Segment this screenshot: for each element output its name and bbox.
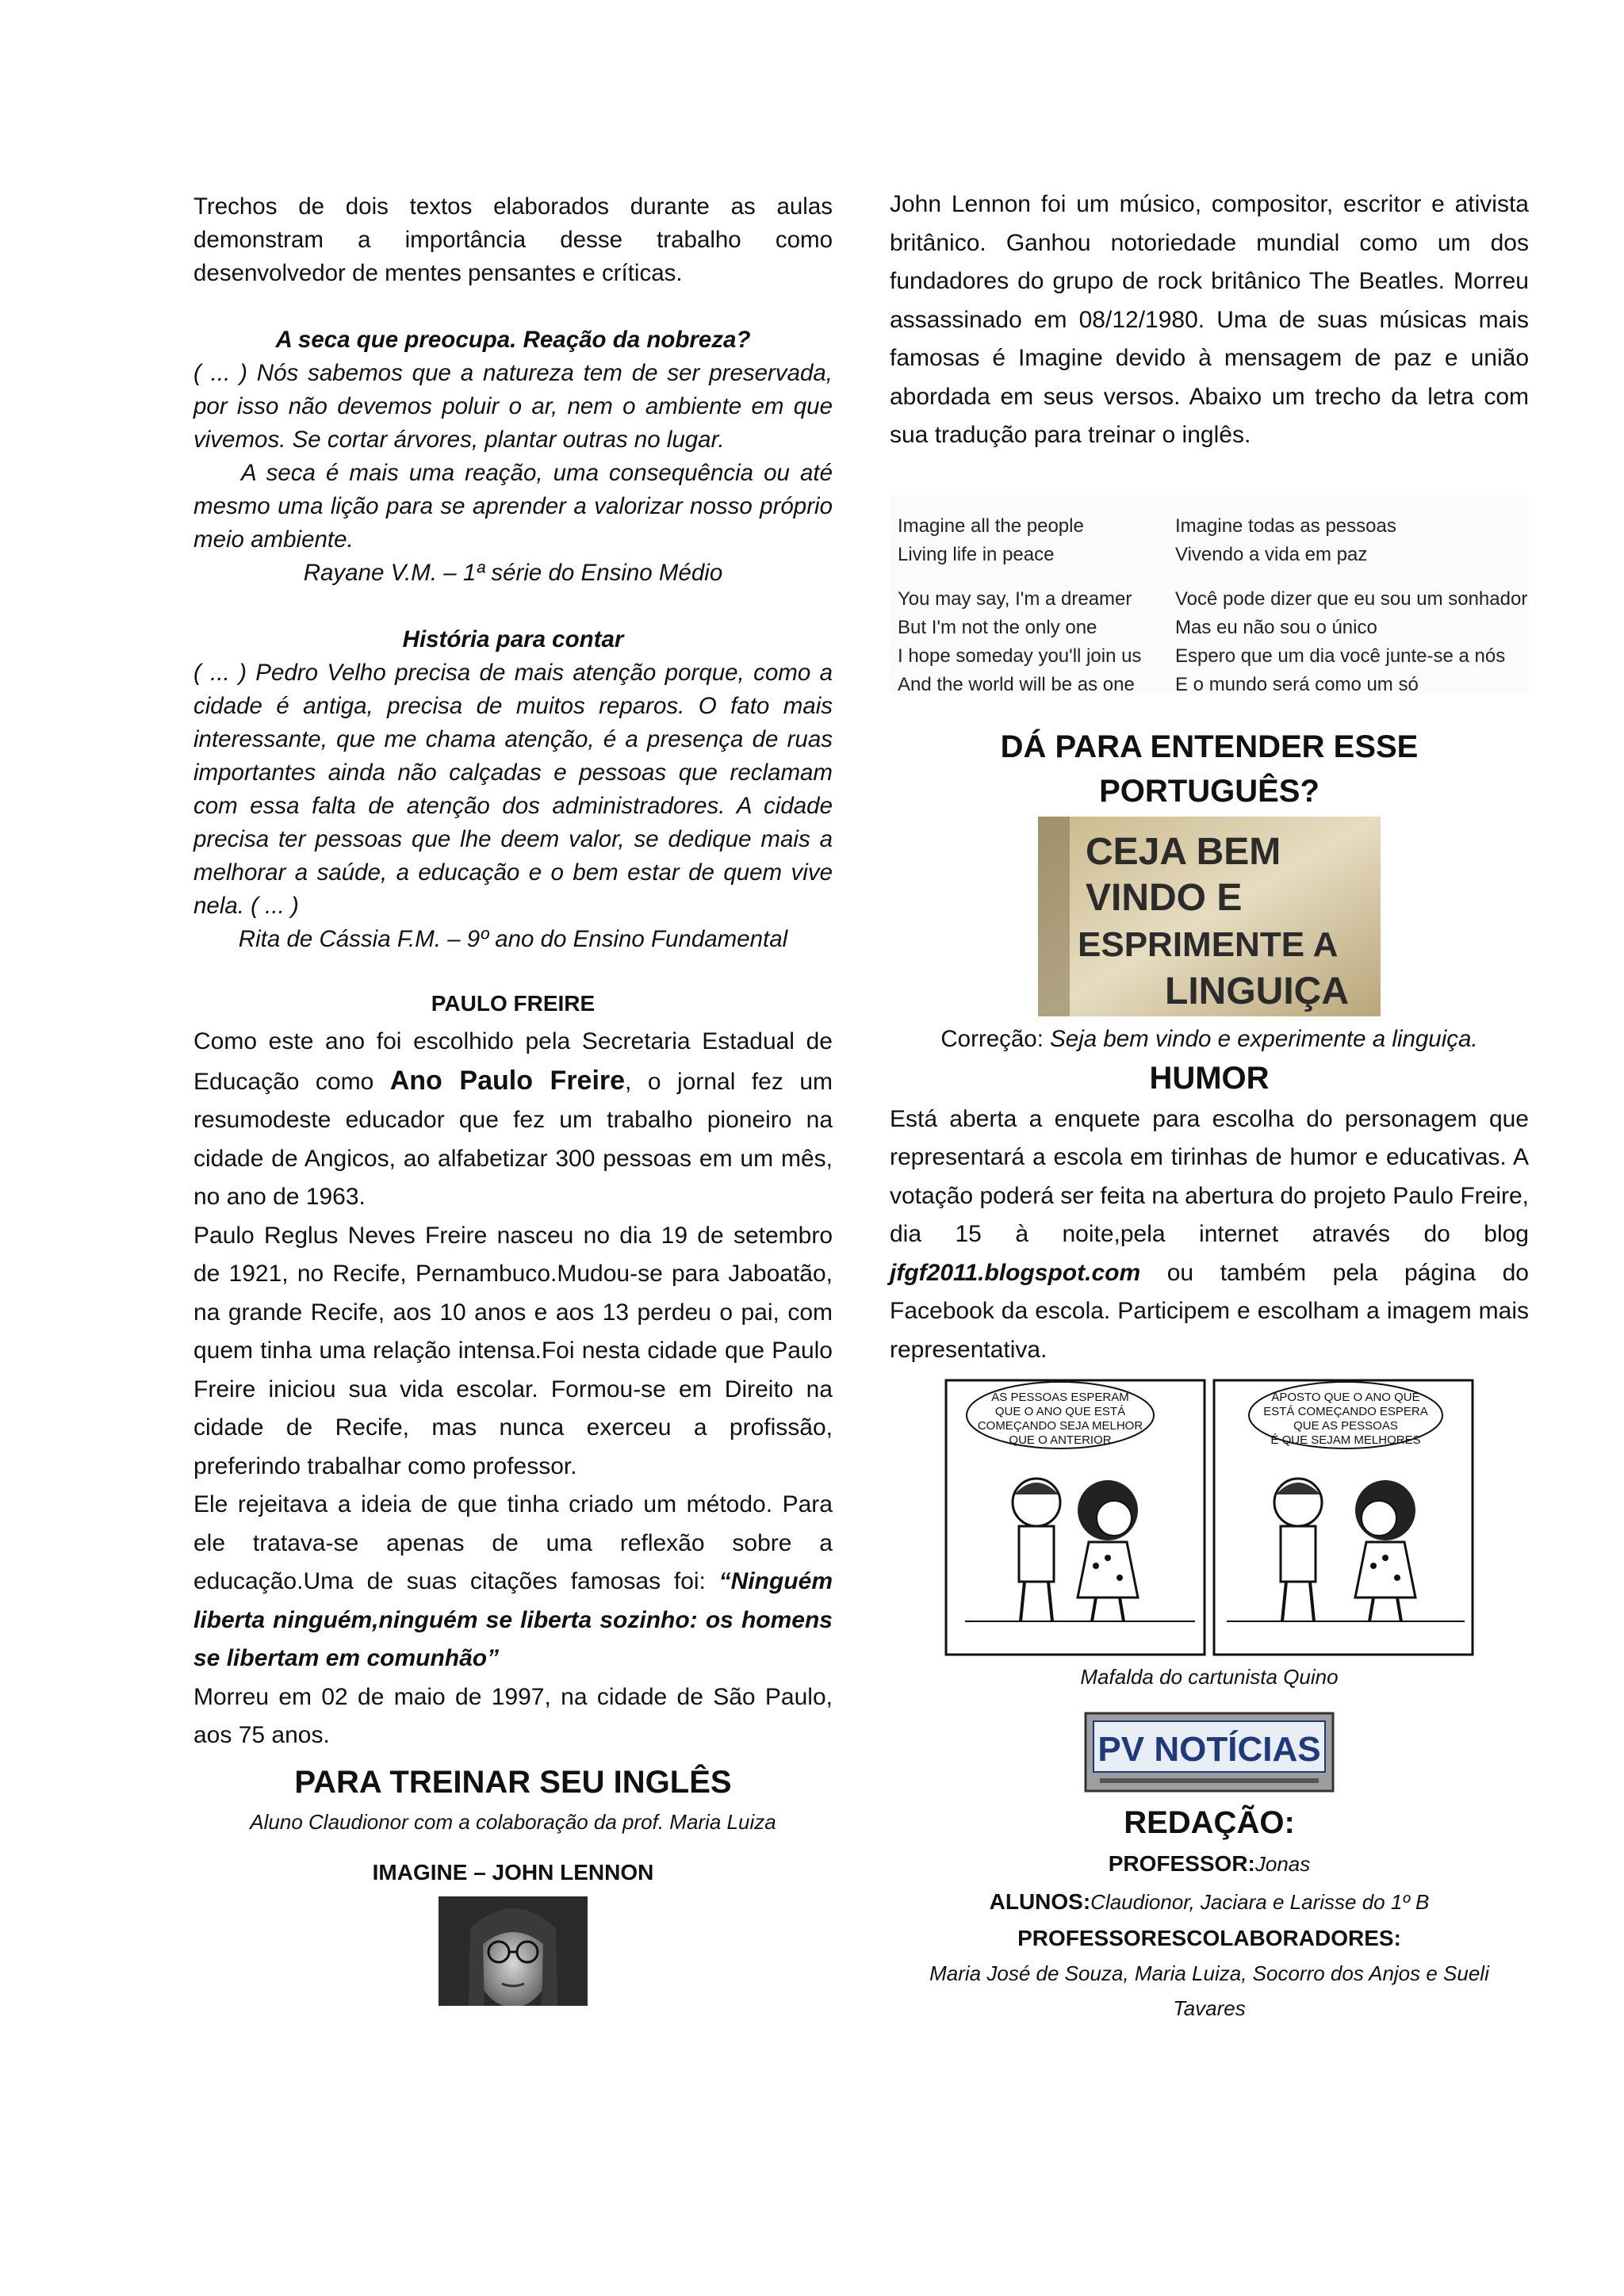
staff-heading: REDAÇÃO:	[1124, 1805, 1295, 1840]
lyric-en-line: But I'm not the only one	[898, 616, 1097, 638]
freire-paragraph3	[193, 1486, 833, 1678]
lyric-en-line: Living life in peace	[898, 543, 1055, 565]
text2-title: História para contar	[402, 626, 624, 652]
freire-paragraph4: Morreu em 02 de maio de 1997, na cidade de São Paulo, aos 75 anos.	[193, 1683, 833, 1748]
freire-p1-text: Como este ano foi escolhido pela Secretaria Estadual de Educação como	[193, 1028, 833, 1095]
freire-paragraph2: Paulo Reglus Neves Freire nasceu no dia 19 de setembro de 1921, no Recife, Pernambuco.Mudou-se para Jaboatão, na grande Recife, aos 10 anos e aos 13 perdeu o pai, com quem tinha uma relação intensa.Foi nesta cidade que Paulo Freire iniciou sua vida escolar. Formou-se em Direito na cidade de Recife, mas nunca exerceu a profissão, preferindo trabalhar como professor.	[193, 1222, 833, 1479]
speech-line: QUE AS PESSOAS	[1293, 1419, 1398, 1433]
collaborators-names: Maria José de Souza, Maria Luiza, Socorro dos Anjos e Sueli Tavares	[929, 1961, 1489, 2020]
lyric-pt-line: E o mundo será como um só	[1175, 673, 1419, 695]
lyric-pt-line: Você pode dizer que eu sou um sonhador	[1175, 587, 1528, 610]
sign-text-line: ESPRIMENTE A	[1078, 924, 1339, 964]
lyric-en-line: And the world will be as one	[898, 673, 1135, 695]
freire-p1-bold: Ano Paulo Freire	[389, 1065, 626, 1096]
humor-text: Está aberta a enquete para escolha do personagem que representará a escola em tirinhas de humor e educativas. A votação poderá ser feita na abertura do projeto Paulo Freire, dia 15 à noite,pela internet através do blog	[890, 1105, 1529, 1247]
sign-text-line: CEJA BEM	[1086, 830, 1281, 873]
correction-line	[890, 1023, 1529, 1056]
lyric-pt-line: Mas eu não sou o único	[1175, 616, 1377, 638]
speech-line: QUE O ANO QUE ESTÁ	[994, 1405, 1126, 1418]
portuguese-heading: DÁ PARA ENTENDER ESSE PORTUGUÊS?	[1000, 729, 1419, 809]
mafalda-comic	[941, 1376, 1477, 1659]
comic-caption: Mafalda do cartunista Quino	[1080, 1665, 1339, 1689]
intro-paragraph: Trechos de dois textos elaborados durante as aulas demonstram a importância desse trabalho como desenvolvedor de mentes pensantes e críticas.	[193, 193, 833, 286]
freire-p3-text: Ele rejeitava a ideia de que tinha criado um método. Para ele tratava-se apenas de uma reflexão sobre a educação.Uma de suas citações famosas foi:	[193, 1491, 833, 1594]
pv-noticias-logo	[1084, 1712, 1335, 1793]
speech-line: ESTÁ COMEÇANDO ESPERA	[1263, 1405, 1428, 1418]
lyric-pt-line: Imagine todas as pessoas	[1175, 515, 1396, 537]
text1-paragraph2: A seca é mais uma reação, uma consequência ou até mesmo uma lição para se aprender a valorizar nosso próprio meio ambiente.	[193, 460, 833, 553]
english-heading: PARA TREINAR SEU INGLÊS	[294, 1764, 732, 1800]
lyrics-english	[898, 512, 1167, 699]
speech-line: É QUE SEJAM MELHORES	[1270, 1433, 1421, 1447]
speech-line: QUE O ANTERIOR	[1009, 1433, 1112, 1447]
freire-heading: PAULO FREIRE	[431, 991, 596, 1016]
correction-text: Seja bem vindo e experimente a linguiça.	[1050, 1025, 1478, 1052]
lyric-pt-line: Vivendo a vida em paz	[1175, 543, 1368, 565]
professor-name: Jonas	[1254, 1852, 1311, 1876]
song-title: IMAGINE – JOHN LENNON	[372, 1859, 654, 1885]
students-line	[890, 1883, 1529, 1921]
logo-text: PV NOTÍCIAS	[1097, 1730, 1321, 1769]
speech-line: COMEÇANDO SEJA MELHOR	[977, 1419, 1143, 1433]
text2-body: ( ... ) Pedro Velho precisa de mais atenção porque, como a cidade é antiga, precisa de muitos reparos. O fato mais interessante, que me chama atenção, é a presença de ruas importantes ainda não calçadas e pessoas que reclamam com essa falta de atenção dos administradores. A cidade precisa ter pessoas que lhe deem valor, se dedique mais a melhorar a saúde, a educação e o bem estar de quem vive nela. ( ... )	[193, 660, 833, 919]
humor-paragraph	[890, 1100, 1529, 1370]
professor-label: PROFESSOR:	[1108, 1851, 1255, 1876]
english-credit: Aluno Claudionor com a colaboração da prof. Maria Luiza	[250, 1809, 776, 1834]
freire-p1-text-after: , o jornal fez um resumodeste educador que fez um trabalho pioneiro na cidade de Angicos, ao alfabetizar 300 pessoas em um mês, no ano de 1963.	[193, 1068, 833, 1210]
professor-line	[890, 1845, 1529, 1883]
correction-label: Correção:	[940, 1025, 1051, 1052]
speech-line: AS PESSOAS ESPERAM	[991, 1391, 1129, 1404]
left-column	[193, 190, 833, 2006]
blog-link[interactable]: jfgf2011.blogspot.com	[890, 1259, 1141, 1286]
collaborators-label: PROFESSORESCOLABORADORES:	[1017, 1926, 1401, 1950]
right-column	[890, 190, 1529, 2026]
text1-paragraph1: ( ... ) Nós sabemos que a natureza tem de ser preservada, por isso não devemos poluir o ar, nem o ambiente em que vivemos. Se cortar árvores, plantar outras no lugar.	[193, 360, 833, 453]
freire-quote: “Ninguém liberta ninguém,ninguém se liberta sozinho: os homens se libertam em comunhão”	[193, 1568, 833, 1671]
text1-author: Rayane V.M. – 1ª série do Ensino Médio	[303, 560, 723, 586]
humor-heading: HUMOR	[1149, 1060, 1270, 1096]
freire-paragraph1	[193, 1023, 833, 1217]
lyric-en-line: Imagine all the people	[898, 515, 1084, 537]
lyrics-portuguese	[1175, 512, 1529, 699]
lyrics-image	[890, 495, 1529, 695]
humor-text-after: ou também pela página do Facebook da escola. Participem e escolham a imagem mais representativa.	[890, 1259, 1529, 1363]
text2-author: Rita de Cássia F.M. – 9º ano do Ensino Fundamental	[238, 926, 788, 952]
sign-text-line: LINGUIÇA	[1165, 970, 1349, 1012]
speech-line: APOSTO QUE O ANO QUE	[1271, 1391, 1420, 1404]
lyric-en-line: You may say, I'm a dreamer	[898, 587, 1132, 610]
text1-title: A seca que preocupa. Reação da nobreza?	[275, 327, 751, 353]
sign-photo	[1038, 817, 1381, 1016]
students-label: ALUNOS:	[989, 1889, 1091, 1914]
lyric-en-line: I hope someday you'll join us	[898, 645, 1142, 667]
students-names: Claudionor, Jaciara e Larisse do 1º B	[1090, 1890, 1430, 1914]
lennon-paragraph: John Lennon foi um músico, compositor, escritor e ativista britânico. Ganhou notoriedade mundial como um dos fundadores do grupo de rock britânico The Beatles. Morreu assassinado em 08/12/1980. Uma de suas músicas mais famosas é Imagine devido à mensagem de paz e união abordada em seus versos. Abaixo um trecho da letra com sua tradução para treinar o inglês.	[890, 191, 1529, 448]
lyric-pt-line: Espero que um dia você junte-se a nós	[1175, 645, 1506, 667]
john-lennon-photo	[439, 1896, 588, 2006]
sign-text-line: VINDO E	[1086, 876, 1243, 919]
